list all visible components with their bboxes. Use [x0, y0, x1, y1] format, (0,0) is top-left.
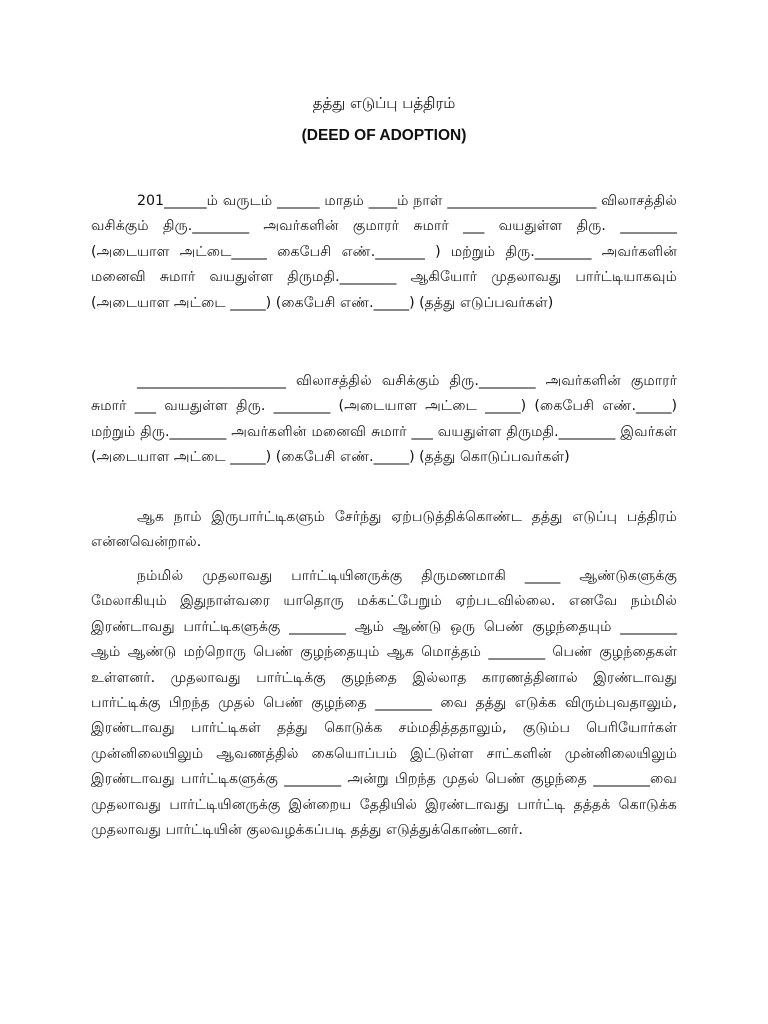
paragraph-givers: _____________________ விலாசத்தில் வசிக்கும் திரு.________ அவர்களின் குமாரர் சுமார் ___ வயதுள்ள திரு. ________ (அடையாள அட்டை _____) (கைபேசி எண்._____) மற்றும் திரு.________ அவர்களின் மனைவி சுமார் ___ வயதுள்ள திருமதி.________ இவர்கள் (அடையாள அட்டை _____) (கைபேசி எண்._____) (தத்து கொடுப்பவர்கள்): [91, 373, 677, 466]
paragraph-intro: ஆக நாம் இருபார்ட்டிகளும் சேர்ந்து ஏற்படுத்திக்கொண்ட தத்து எடுப்பு பத்திரம் என்னவென்றால்.: [91, 509, 677, 551]
paragraph-terms: நம்மில் முதலாவது பார்ட்டியினருக்கு திருமணமாகி _____ ஆண்டுகளுக்கு மேலாகியும் இதுநாள்வரை யாதொரு மக்கட்பேறும் ஏற்படவில்லை. எனவே நம்மில் இரண்டாவது பார்ட்டிகளுக்கு ________ ஆம் ஆண்டு ஒரு பெண் குழந்தையும் ________ ஆம் ஆண்டு மற்றொரு பெண் குழந்தையும் ஆக மொத்தம் ________ பெண் குழந்தைகள் உள்ளனர். முதலாவது பார்ட்டிக்கு குழந்தை இல்லாத காரணத்தினால் இரண்டாவது பார்ட்டிக்கு பிறந்த முதல் பெண் குழந்தை ________ வை தத்து எடுக்க விரும்புவதாலும், இரண்டாவது பார்ட்டிகள் தத்து கொடுக்க சம்மதித்ததாலும், குடும்ப பெரியோர்கள் முன்னிலையிலும் ஆவணத்தில் கையொப்பம் இட்டுள்ள சாட்களின் முன்னிலையிலும் இரண்டாவது பார்ட்டிகளுக்கு ________ அன்று பிறந்த முதல் பெண் குழந்தை ________வை முதலாவது பார்ட்டியினருக்கு இன்றைய தேதியில் இரண்டாவது பார்ட்டி தத்தக் கொடுக்க முதலாவது பார்ட்டியின் குலவழக்கப்படி தத்து எடுத்துக்கொண்டனர்.: [91, 568, 677, 839]
document-title-english: (DEED OF ADOPTION): [301, 127, 467, 144]
paragraph-adopters: 201______ம் வருடம் ______ மாதம் ____ம் நாள் _____________________ விலாசத்தில் வசிக்கும் திரு.________ அவர்களின் குமாரர் சுமார் ___ வயதுள்ள திரு. ________ (அடையாள அட்டை_____ கைபேசி எண்._______ ) மற்றும் திரு.________ அவர்களின் மனைவி சுமார் வயதுள்ள திருமதி.________ ஆகியோர் முதலாவது பார்ட்டியாகவும் (அடையாள அட்டை _____) (கைபேசி எண்._____) (தத்து எடுப்பவர்கள்): [91, 193, 677, 311]
document-title-tamil: தத்து எடுப்பு பத்திரம்: [312, 94, 456, 112]
